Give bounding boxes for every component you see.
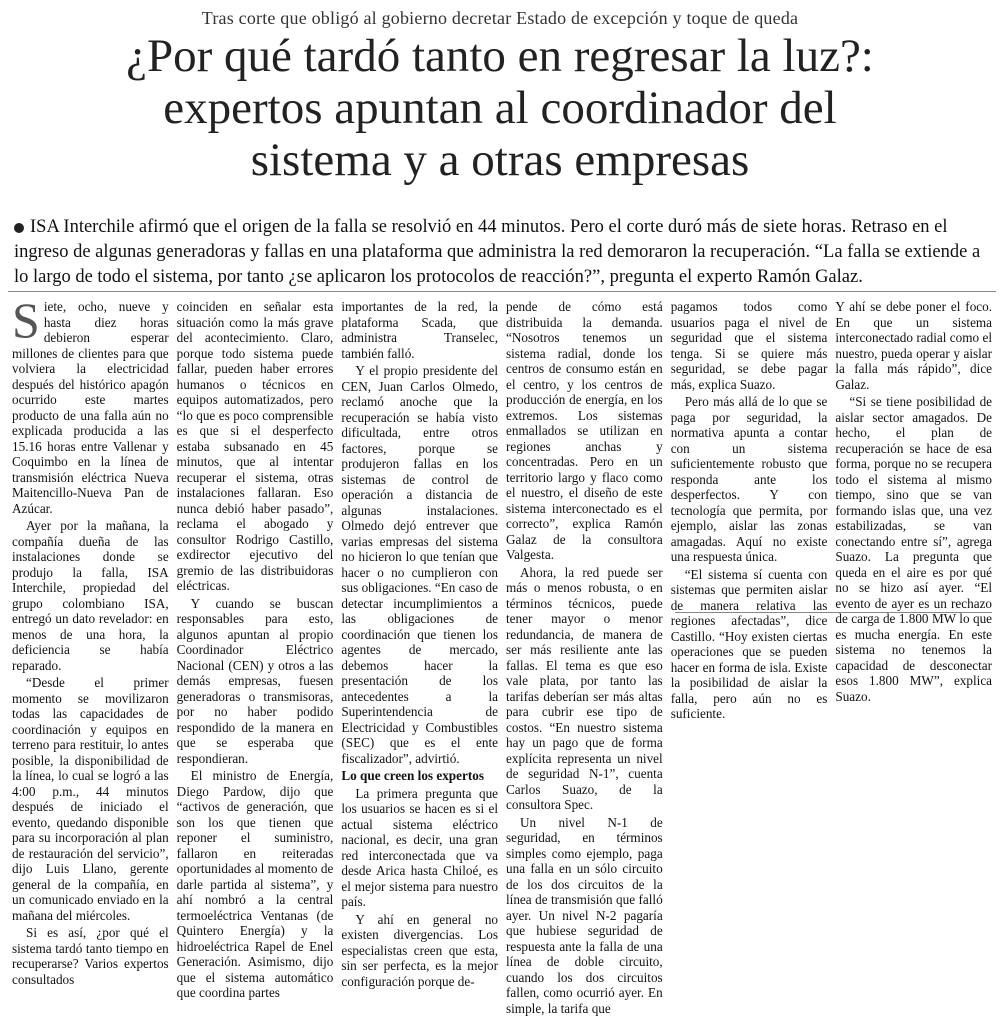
paragraph: “Desde el primer momento se movilizaron todas las capacidades de coordinación y equipos en terreno para restituir, lo antes posible, la disponibilidad de la línea, lo cual se logró a las 4:00 p.m., 44 minutos después de iniciado el evento, quedando disponible para su incorporación al plan de restauración del servicio”, dijo Luis Llano, gerente general de la compañía, en un comunicado enviado en la mañana del miércoles.	[12, 675, 169, 923]
headline-line-2: expertos apuntan al coordinador del	[163, 82, 836, 134]
kicker: Tras corte que obligó al gobierno decretar Estado de excepción y toque de queda	[0, 8, 1000, 29]
paragraph: coinciden en señalar esta situación como la más grave del acontecimiento. Claro, porque todo sistema puede fallar, pueden haber errores humanos o técnicos en equipos automatizados, pero “lo que es poco comprensible es que si el desperfecto estaba subsanado en 45 minutos, que al intentar recuperar el sistema, otras instalaciones fallaran. Eso nunca debió haber pasado”, reclama el abogado y consultor Rodrigo Castillo, exdirector ejecutivo del gremio de las distribuidoras eléctricas.	[177, 299, 334, 594]
paragraph: Pero más allá de lo que se paga por seguridad, la normativa apunta a contar con un sistema suficientemente robusto que responda ante los desperfectos. Y con tecnología que permita, por ejemplo, aislar las zonas amagadas. Aquí no existe una respuesta única.	[671, 394, 828, 565]
paragraph: Un nivel N-1 de seguridad, en términos simples como ejemplo, paga una falla en un sólo circuito de los dos circuitos de la línea de transmisión que falló ayer. Un nivel N-2 pagaría que hubiese seguridad de respuesta ante la falla de una línea de doble circuito, cuando los dos circuitos fallen, como ocurrió ayer. En simple, la tarifa que	[506, 815, 663, 1016]
paragraph: “Si se tiene posibilidad de aislar sector amagados. De hecho, el plan de recuperación se hace de esa forma, porque no se recupera todo el sistema al mismo tiempo, sino que se van formando islas que, una vez estabilizadas, se van conectando entre sí”, agrega Suazo. La pregunta que queda en el aire es por qué no se hizo así ayer. “El evento de ayer es un rechazo de carga de 1.800 MW lo que es mucha energía. En este sistema no tenemos la capacidad de desconectar esos 1.800 MW”, explica Suazo.	[835, 394, 992, 704]
paragraph: pagamos todos como usuarios paga el nivel de seguridad que el sistema tenga. Si se quiere más seguridad, se debe pagar más, explica Suazo.	[671, 299, 828, 392]
paragraph: Y el propio presidente del CEN, Juan Carlos Olmedo, reclamó anoche que la recuperación se había visto dificultada, entre otros factores, porque se produjeron fallas en los sistemas de control de operación a distancia de algunas instalaciones. Olmedo dejó entrever que varias empresas del sistema no hicieron lo que tenían que hacer o no cumplieron con sus obligaciones. “En caso de detectar incumplimientos a las obligaciones de coordinación que tienen los agentes de mercado, debemos hacer la presentación de los antecedentes a la Superintendencia de Electricidad y Combustibles (SEC) que es el ente fiscalizador”, advirtió.	[341, 363, 498, 766]
paragraph: Ayer por la mañana, la compañía dueña de las instalaciones donde se produjo la falla, ISA Interchile, propiedad del grupo colombiano ISA, entregó un dato revelador: en menos de una hora, la deficiencia se había reparado.	[12, 518, 169, 673]
paragraph: Y cuando se buscan responsables para esto, algunos apuntan al propio Coordinador Eléctrico Nacional (CEN) y otros a las demás empresas, fuesen generadoras o transmisoras, por no haber podido respondido de la manera en que se esperaba que respondieran.	[177, 596, 334, 767]
column-4	[506, 299, 663, 829]
paragraph: Siete, ocho, nueve y hasta diez horas debieron esperar millones de clientes para que volviera la electricidad después del histórico apagón ocurrido este martes producto de una falla aún no explicada producida a las 15.16 horas entre Vallenar y Coquimbo en la línea de transmisión eléctrica Nueva Maitencillo-Nueva Pan de Azúcar.	[12, 299, 169, 516]
paragraph: El ministro de Energía, Diego Pardow, dijo que “activos de generación, que son los que tienen que reponer el suministro, fallaron en reiteradas oportunidades al momento de darle partida al sistema”, y ahí nombró a la central termoeléctrica Ventanas (de Quintero Energía) y la hidroeléctrica Rapel de Enel Generación. Asimismo, dijo que el sistema automático que coordina partes	[177, 768, 334, 1001]
divider	[8, 291, 996, 292]
paragraph: importantes de la red, la plataforma Scada, que administra Transelec, también falló.	[341, 299, 498, 361]
section-subhead: Lo que creen los expertos	[341, 768, 498, 784]
column-5	[671, 299, 828, 829]
headline-line-3: sistema y a otras empresas	[251, 134, 750, 186]
paragraph: Y ahí en general no existen divergencias. Los especialistas creen que esta, sin ser perfecta, es la mejor configuración porque de-	[341, 912, 498, 990]
bullet-icon	[14, 223, 24, 233]
lead-summary-text: ISA Interchile afirmó que el origen de la falla se resolvió en 44 minutos. Pero el corte duró más de siete horas. Retraso en el ingreso de algunas generadoras y fallas en una plataforma que administra la red demoraron la recuperación. “La falla se extiende a lo largo de todo el sistema, por tanto ¿se aplicaron los protocolos de reacción?”, pregunta el experto Ramón Galaz.	[14, 217, 980, 287]
drop-cap: S	[12, 299, 44, 341]
column-2	[177, 299, 334, 829]
paragraph: Y ahí se debe poner el foco. En que un sistema interconectado radial como el nuestro, pueda operar y aislar la falla más rápido”, dice Galaz.	[835, 299, 992, 392]
column-1	[12, 299, 169, 829]
lead-summary	[14, 215, 989, 290]
paragraph: Ahora, la red puede ser más o menos robusta, o en términos técnicos, puede tener mayor o menor redundancia, de manera de ser más resiliente ante las fallas. El tema es que eso vale plata, por tanto las tarifas deberían ser más altas para cubrir ese tipo de costos. “En nuestro sistema hay un pago que de forma explícita representa un nivel de seguridad N-1”, cuenta Carlos Suazo, de la consultora Spec.	[506, 565, 663, 813]
paragraph: pende de cómo está distribuida la demanda. “Nosotros tenemos un sistema radial, donde los centros de consumo están en el centro, y los centros de producción de energía, en los extremos. Los sistemas enmallados se utilizan en regiones anchas y concentradas. Pero en un territorio largo y flaco como el nuestro, el diseño de este sistema interconectado es el correcto”, explica Ramón Galaz de la consultora Valgesta.	[506, 299, 663, 563]
column-6	[835, 299, 992, 829]
article-body	[12, 299, 992, 829]
paragraph: Si es así, ¿por qué el sistema tardó tanto tiempo en recuperarse? Varios expertos consultados	[12, 925, 169, 987]
column-end-divider	[675, 612, 992, 613]
column-3	[341, 299, 498, 829]
headline-line-1: ¿Por qué tardó tanto en regresar la luz?:	[126, 30, 874, 82]
paragraph: “El sistema sí cuenta con sistemas que permiten aislar de manera relativa las regiones afectadas”, dice Castillo. “Hoy existen ciertas operaciones que se pueden hacer en forma de isla. Existe la posibilidad de aislar la falla, pero aún no es suficiente.	[671, 567, 828, 722]
headline	[20, 30, 980, 186]
paragraph: La primera pregunta que los usuarios se hacen es si el actual sistema eléctrico nacional, es decir, una gran red interconectada que va desde Arica hasta Chiloé, es el mejor sistema para nuestro país.	[341, 786, 498, 910]
